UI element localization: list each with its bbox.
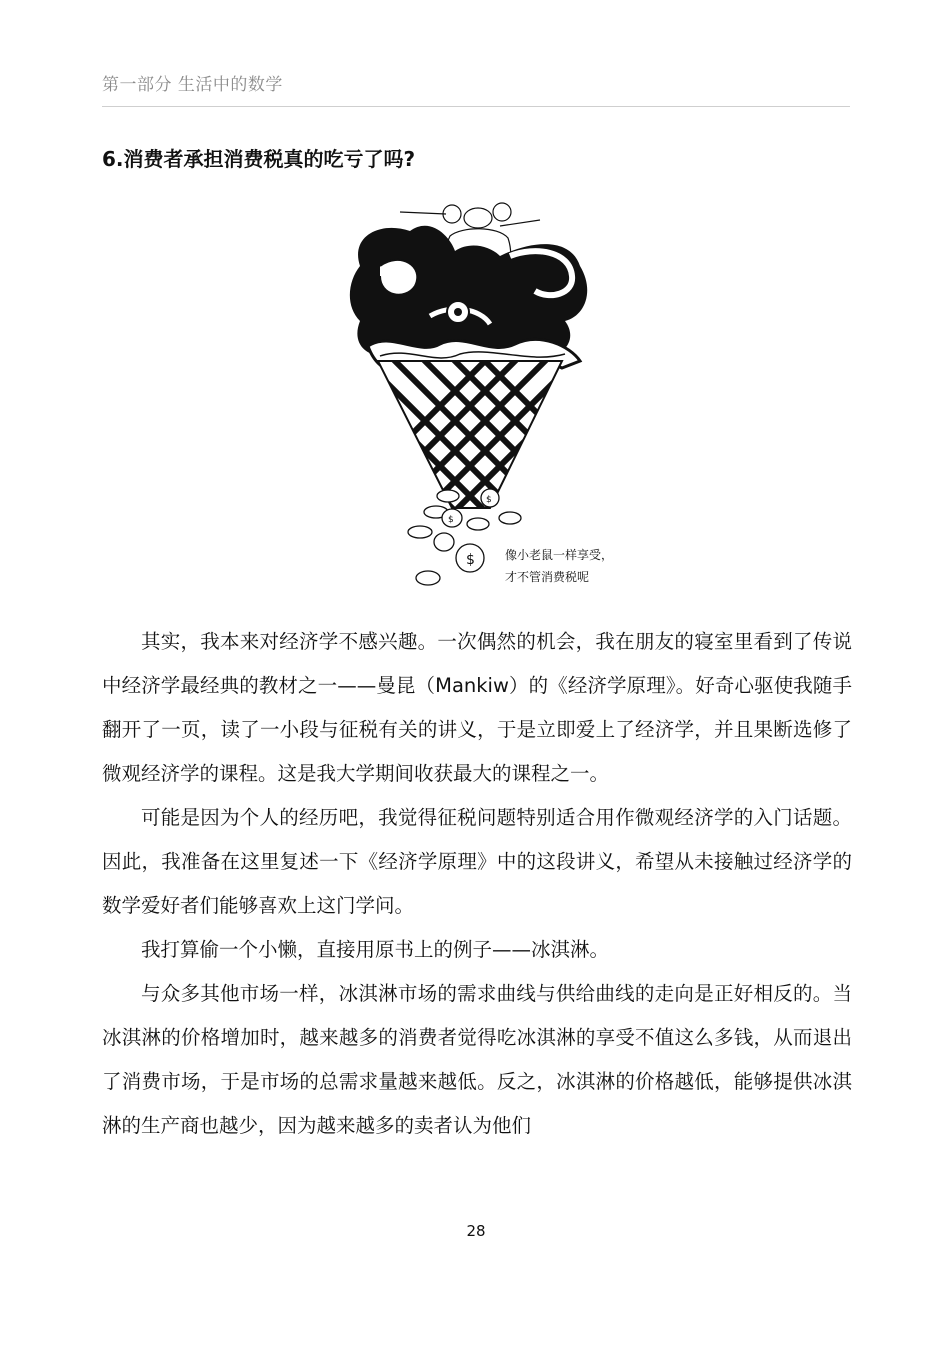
page-number: 28: [466, 1222, 486, 1240]
coin-dollar-sign: $: [466, 552, 475, 568]
body-text: [102, 620, 852, 1148]
coin-dollar-sign: $: [448, 515, 454, 525]
paragraph: 可能是因为个人的经历吧，我觉得征税问题特别适合用作微观经济学的入门话题。因此，我准备在这里复述一下《经济学原理》中的这段讲义，希望从未接触过经济学的数学爱好者们能够喜欢上这门学问。: [102, 806, 852, 917]
paragraph: 与众多其他市场一样，冰淇淋市场的需求曲线与供给曲线的走向是正好相反的。当冰淇淋的价格增加时，越来越多的消费者觉得吃冰淇淋的享受不值这么多钱，从而退出了消费市场，于是市场的总需求量越来越低。反之，冰淇淋的价格越低，能够提供冰淇淋的生产商也越少，因为越来越多的卖者认为他们: [102, 982, 852, 1137]
coin-dollar-sign: $: [486, 495, 492, 505]
header-divider: [102, 106, 850, 107]
paragraph: 我打算偷一个小懒，直接用原书上的例子——冰淇淋。: [141, 938, 610, 961]
caption-line: 像小老鼠一样享受，: [505, 548, 614, 562]
paragraph: 其实，我本来对经济学不感兴趣。一次偶然的机会，我在朋友的寝室里看到了传说中经济学最经典的教材之一——曼昆（Mankiw）的《经济学原理》。好奇心驱使我随手翻开了一页，读了一小段与征税有关的讲义，于是立即爱上了经济学，并且果断选修了微观经济学的课程。这是我大学期间收获最大的课程之一。: [102, 630, 852, 785]
caption-line: 才不管消费税呢: [505, 570, 590, 584]
running-header: 第一部分 生活中的数学: [102, 75, 283, 95]
section-title: 6.消费者承担消费税真的吃亏了吗?: [102, 147, 416, 171]
figure-caption: [505, 544, 630, 588]
